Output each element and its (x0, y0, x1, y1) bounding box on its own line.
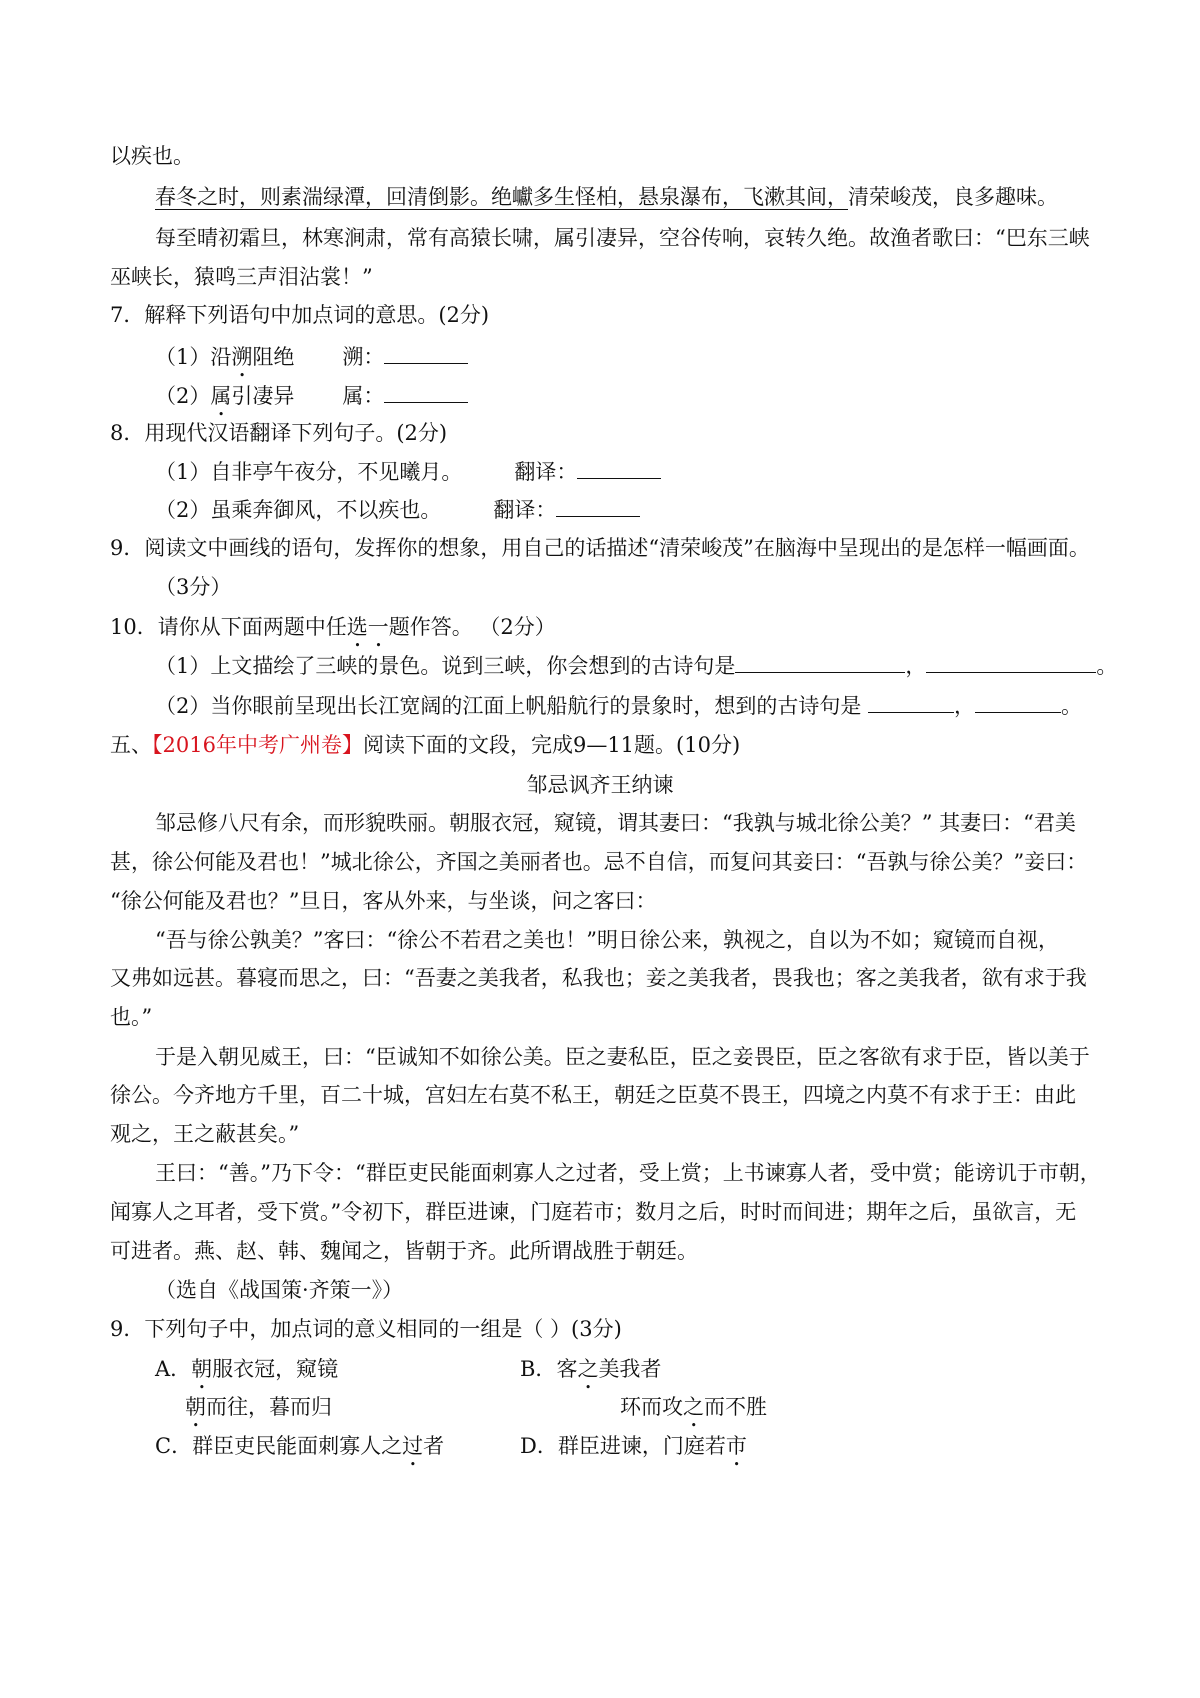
question-9b: 9．下列句子中，加点词的意义相同的一组是（ ）(3分) (110, 1317, 622, 1341)
passage1-p0-line: 以疾也。 (110, 144, 194, 168)
question-9a-score: （3分） (155, 575, 232, 599)
q8-item-2: （2）虽乘奔御风，不以疾也。 翻译： (155, 494, 640, 525)
passage2-line: 王曰：“善。”乃下令：“群臣吏民能面刺寡人之过者，受上赏；上书谏寡人者，受中赏；能谤讥于市朝， (155, 1161, 1101, 1185)
passage2-line: “吾与徐公孰美？”客曰：“徐公不若君之美也！”明日徐公来，孰视之，自以为不如；窥镜而自视， (155, 928, 1059, 952)
answer-blank[interactable] (556, 494, 640, 517)
answer-blank[interactable] (384, 341, 468, 364)
q7-item-1: （1）沿溯阻绝 溯： (155, 341, 468, 382)
passage2-line: 也。” (110, 1005, 153, 1029)
passage2-line: 于是入朝见威王，曰：“臣诚知不如徐公美。臣之妻私臣，臣之妾畏臣，臣之客欲有求于臣，皆以美于 (155, 1045, 1090, 1069)
q10-item-1: （1）上文描绘了三峡的景色。说到三峡，你会想到的古诗句是 ， 。 (155, 650, 1117, 681)
q9b-option-a: A．朝服衣冠，窥镜 (155, 1357, 339, 1381)
passage2-line: 闻寡人之耳者，受下赏。”令初下，群臣进谏，门庭若市；数月之后，时时而间进；期年之后，虽欲言，无 (110, 1200, 1077, 1224)
answer-blank[interactable] (384, 380, 468, 403)
passage2-line: 可进者。燕、赵、韩、魏闻之，皆朝于齐。此所谓战胜于朝廷。 (110, 1239, 698, 1263)
passage2-line: 观之，王之蔽甚矣。” (110, 1122, 300, 1146)
question-8: 8．用现代汉语翻译下列句子。(2分) (110, 421, 448, 445)
passage2-title: 邹忌讽齐王纳谏 (526, 773, 674, 797)
q9b-option-d: D．群臣进谏，门庭若市 (520, 1434, 747, 1458)
passage1-underlined-paragraph: 春冬之时，则素湍绿潭，回清倒影。绝巘多生怪柏，悬泉瀑布，飞漱其间，清荣峻茂，良多趣味。 (155, 185, 1058, 209)
answer-blank[interactable] (975, 690, 1061, 713)
answer-blank[interactable] (735, 650, 905, 673)
passage2-line: 甚，徐公何能及君也！”城北徐公，齐国之美丽者也。忌不自信，而复问其妾曰：“吾孰与徐公美？”妾曰： (110, 850, 1088, 874)
q9b-option-b: B．客之美我者 (520, 1357, 662, 1381)
section-5-heading: 五、【2016年中考广州卷】阅读下面的文段，完成9—11题。(10分) (110, 733, 741, 757)
passage1-p2-line1: 每至晴初霜旦，林寒涧肃，常有高猿长啸，属引凄异，空谷传响，哀转久绝。故渔者歌曰：“巴东三峡 (155, 226, 1090, 250)
passage2-source: （选自《战国策·齐策一》） (155, 1278, 404, 1302)
q7-item-2: （2）属引凄异 属： (155, 380, 468, 421)
passage2-line: 徐公。今齐地方千里，百二十城，宫妇左右莫不私王，朝廷之臣莫不畏王，四境之内莫不有求于王：由此 (110, 1083, 1076, 1107)
q8-item-1: （1）自非亭午夜分，不见曦月。 翻译： (155, 456, 661, 487)
q9b-option-c: C．群臣吏民能面刺寡人之过者 (155, 1434, 445, 1458)
passage1-p2-line2: 巫峡长，猿鸣三声泪沾裳！” (110, 265, 373, 289)
passage2-line: “徐公何能及君也？”旦日，客从外来，与坐谈，问之客曰： (110, 889, 657, 913)
answer-blank[interactable] (926, 650, 1096, 673)
question-10: 10．请你从下面两题中任选一题作答。 （2分） (110, 615, 556, 639)
q10-item-2: （2）当你眼前呈现出长江宽阔的江面上帆船航行的景象时，想到的古诗句是 ， 。 (155, 690, 1082, 721)
passage2-line: 又弗如远甚。暮寝而思之，曰：“吾妻之美我者，私我也；妾之美我者，畏我也；客之美我者，欲有求于我 (110, 966, 1087, 990)
question-9a: 9．阅读文中画线的语句，发挥你的想象，用自己的话描述“清荣峻茂”在脑海中呈现出的是怎样一幅画面。 (110, 536, 1090, 560)
question-7: 7．解释下列语句中加点词的意思。(2分) (110, 303, 490, 327)
q9b-option-a-line2: 朝而往，暮而归 (185, 1395, 332, 1419)
answer-blank[interactable] (577, 456, 661, 479)
answer-blank[interactable] (868, 690, 954, 713)
passage2-line: 邹忌修八尺有余，而形貌昳丽。朝服衣冠，窥镜，谓其妻曰：“我孰与城北徐公美？” 其妻曰：“君美 (155, 811, 1076, 835)
q9b-option-b-line2: 环而攻之而不胜 (620, 1395, 767, 1419)
